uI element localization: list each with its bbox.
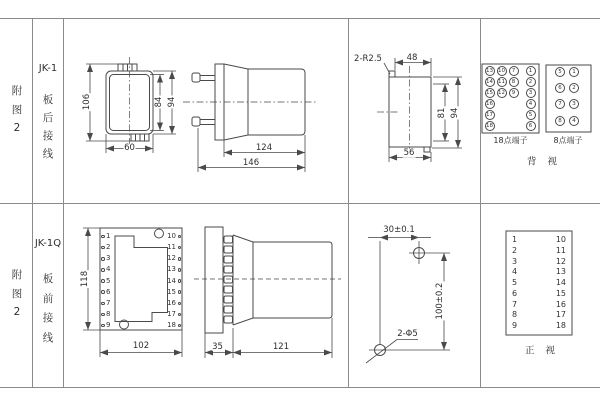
model-name: JK-1Q	[34, 238, 62, 249]
terminal-num: 8	[106, 309, 111, 318]
note-2-r2-5: 2-R2.5	[354, 53, 382, 64]
wiring-char: 接	[42, 312, 54, 324]
terminal-4: 4	[526, 99, 536, 109]
terminal-6: 6	[526, 121, 536, 131]
terminal-17: 17	[486, 111, 493, 118]
plate-right-terminals	[161, 233, 181, 329]
terminal-num: 4	[106, 265, 111, 274]
plate-terminal	[161, 322, 181, 329]
row1-index-label	[5, 86, 29, 134]
table-cell: 10	[555, 235, 566, 244]
table-cell: 13	[555, 267, 566, 277]
table-cell: 4	[512, 267, 518, 277]
table-cell: 5	[512, 278, 518, 287]
terminal-dot-icon	[101, 302, 105, 306]
terminal-dot-icon	[178, 324, 182, 328]
note-2-phi5: 2-Φ5	[397, 328, 418, 339]
terminal-18: 18	[486, 122, 493, 129]
wiring-char: 线	[42, 331, 54, 344]
row2-index-label	[5, 270, 29, 318]
terminal-num: 17	[167, 309, 176, 318]
terminal-6: 6	[555, 83, 565, 93]
terminal-dot-icon	[178, 290, 182, 294]
terminal-3: 3	[526, 88, 536, 98]
terminal-num: 10	[167, 232, 176, 240]
model-name: JK-1	[38, 63, 58, 74]
table-left-column	[512, 236, 517, 330]
table-cell: 17	[555, 310, 566, 320]
terminal-block-18	[482, 64, 539, 133]
terminal-dot-icon	[101, 290, 105, 294]
jk1q-side-view-lines	[194, 227, 341, 358]
terminal-14: 14	[486, 78, 493, 85]
dim-106: 106	[81, 93, 92, 111]
table-cell: 7	[512, 299, 518, 309]
table-cell: 12	[555, 256, 566, 266]
table-cell: 3	[512, 256, 518, 266]
plate-terminal	[101, 300, 110, 307]
terminal-num: 11	[167, 243, 176, 252]
dim-124: 124	[255, 142, 273, 153]
terminal-7: 7	[509, 66, 519, 76]
terminal-num: 15	[167, 287, 176, 296]
table-right-column	[540, 236, 566, 330]
plate-terminal	[101, 311, 110, 318]
dim-94: 94	[166, 96, 177, 108]
dim-35: 35	[212, 341, 223, 352]
terminal-num: 2	[106, 243, 111, 252]
table-cell: 15	[555, 288, 566, 298]
dim-100: 100±0.2	[434, 282, 445, 320]
plate-terminal	[161, 300, 181, 307]
wiring-char: 后	[42, 111, 54, 124]
terminal-13: 13	[486, 67, 493, 74]
dim-94-cutout: 94	[449, 107, 460, 118]
dim-121: 121	[272, 341, 290, 352]
plate-terminal	[161, 311, 181, 318]
dim-118: 118	[79, 270, 90, 288]
terminal-9: 9	[509, 88, 519, 98]
terminal-2: 2	[526, 77, 536, 87]
plate-terminal	[101, 266, 110, 273]
table-cell: 9	[512, 321, 518, 330]
terminal-num: 9	[106, 321, 111, 329]
wiring-char: 线	[42, 147, 54, 160]
terminal-15: 15	[486, 89, 493, 96]
terminal-dot-icon	[178, 235, 182, 239]
terminal-10: 10	[498, 67, 505, 74]
dim-102: 102	[132, 340, 150, 351]
caption-rear-view: 背 视	[526, 156, 562, 168]
terminal-num: 1	[106, 232, 111, 240]
terminal-8: 8	[509, 77, 519, 87]
terminal-dot-icon	[101, 313, 105, 317]
terminal-dot-icon	[101, 257, 105, 261]
terminal-num: 18	[167, 321, 176, 329]
row2-model-label	[33, 239, 63, 343]
terminal-dot-icon	[178, 302, 182, 306]
plate-terminal	[161, 233, 181, 240]
terminal-dot-icon	[178, 257, 182, 261]
plate-terminal	[161, 278, 181, 285]
wiring-char: 板	[42, 273, 54, 285]
terminal-num: 7	[106, 298, 111, 307]
jk1-side-view-lines	[183, 64, 318, 172]
plate-left-terminals	[101, 233, 110, 329]
table-cell: 8	[512, 310, 518, 320]
plate-terminal	[161, 244, 181, 251]
caption-front-view: 正 视	[524, 345, 560, 357]
terminal-num: 3	[106, 254, 111, 263]
terminal-num: 5	[106, 276, 111, 285]
terminal-num: 6	[106, 287, 111, 296]
terminal-dot-icon	[101, 324, 105, 328]
index-char: 附	[11, 85, 23, 97]
terminal-block-8	[546, 65, 591, 132]
dim-84: 84	[153, 96, 164, 108]
terminal-1: 1	[569, 67, 579, 77]
dim-30: 30±0.1	[383, 224, 415, 235]
terminal-3: 3	[569, 99, 579, 109]
plate-terminal	[161, 289, 181, 296]
terminal-dot-icon	[178, 268, 182, 272]
terminal-4: 4	[569, 116, 579, 126]
row1-model-label	[33, 64, 63, 159]
table-cell: 1	[512, 235, 518, 244]
index-char: 图	[11, 103, 23, 116]
plate-terminal	[101, 278, 110, 285]
terminal-num: 13	[167, 265, 176, 274]
plate-terminal	[101, 289, 110, 296]
terminal-num: 12	[167, 254, 176, 263]
terminal-dot-icon	[101, 279, 105, 283]
table-cell: 16	[555, 299, 566, 309]
terminal-8: 8	[555, 116, 565, 126]
terminal-dot-icon	[101, 268, 105, 272]
index-char: 2	[13, 122, 21, 134]
terminal-dot-icon	[101, 235, 105, 239]
terminal-7: 7	[555, 99, 565, 109]
label-18-point: 18点端子	[493, 136, 528, 145]
table-cell: 6	[512, 288, 518, 298]
terminal-dot-icon	[178, 313, 182, 317]
plate-terminal	[101, 233, 110, 240]
terminal-12: 12	[498, 89, 505, 96]
wiring-char: 接	[42, 129, 54, 142]
wiring-char: 板	[42, 93, 54, 106]
dim-60: 60	[124, 142, 135, 153]
plate-terminal	[161, 266, 181, 273]
plate-terminal	[101, 255, 110, 262]
table-cell: 18	[555, 321, 566, 330]
terminal-dot-icon	[178, 279, 182, 283]
table-cell: 11	[555, 245, 566, 255]
index-char: 图	[11, 287, 23, 300]
terminal-num: 14	[167, 276, 176, 285]
terminal-5: 5	[555, 67, 565, 77]
terminal-1: 1	[526, 66, 536, 76]
index-char: 附	[11, 269, 23, 281]
table-cell: 14	[555, 278, 566, 287]
dim-48: 48	[406, 52, 418, 63]
terminal-num: 16	[167, 298, 176, 307]
terminal-16: 16	[486, 100, 493, 107]
label-8-point: 8点端子	[553, 136, 583, 145]
dim-81: 81	[436, 107, 447, 118]
terminal-11: 11	[498, 78, 505, 85]
plate-terminal	[161, 255, 181, 262]
dim-56: 56	[403, 147, 415, 158]
plate-terminal	[101, 244, 110, 251]
wiring-char: 前	[42, 292, 54, 305]
table-cell: 2	[512, 245, 518, 255]
terminal-dot-icon	[101, 246, 105, 250]
terminal-2: 2	[569, 83, 579, 93]
terminal-5: 5	[526, 110, 536, 120]
index-char: 2	[13, 306, 21, 318]
dim-146: 146	[242, 157, 260, 168]
terminal-dot-icon	[178, 246, 182, 250]
plate-terminal	[101, 322, 110, 329]
